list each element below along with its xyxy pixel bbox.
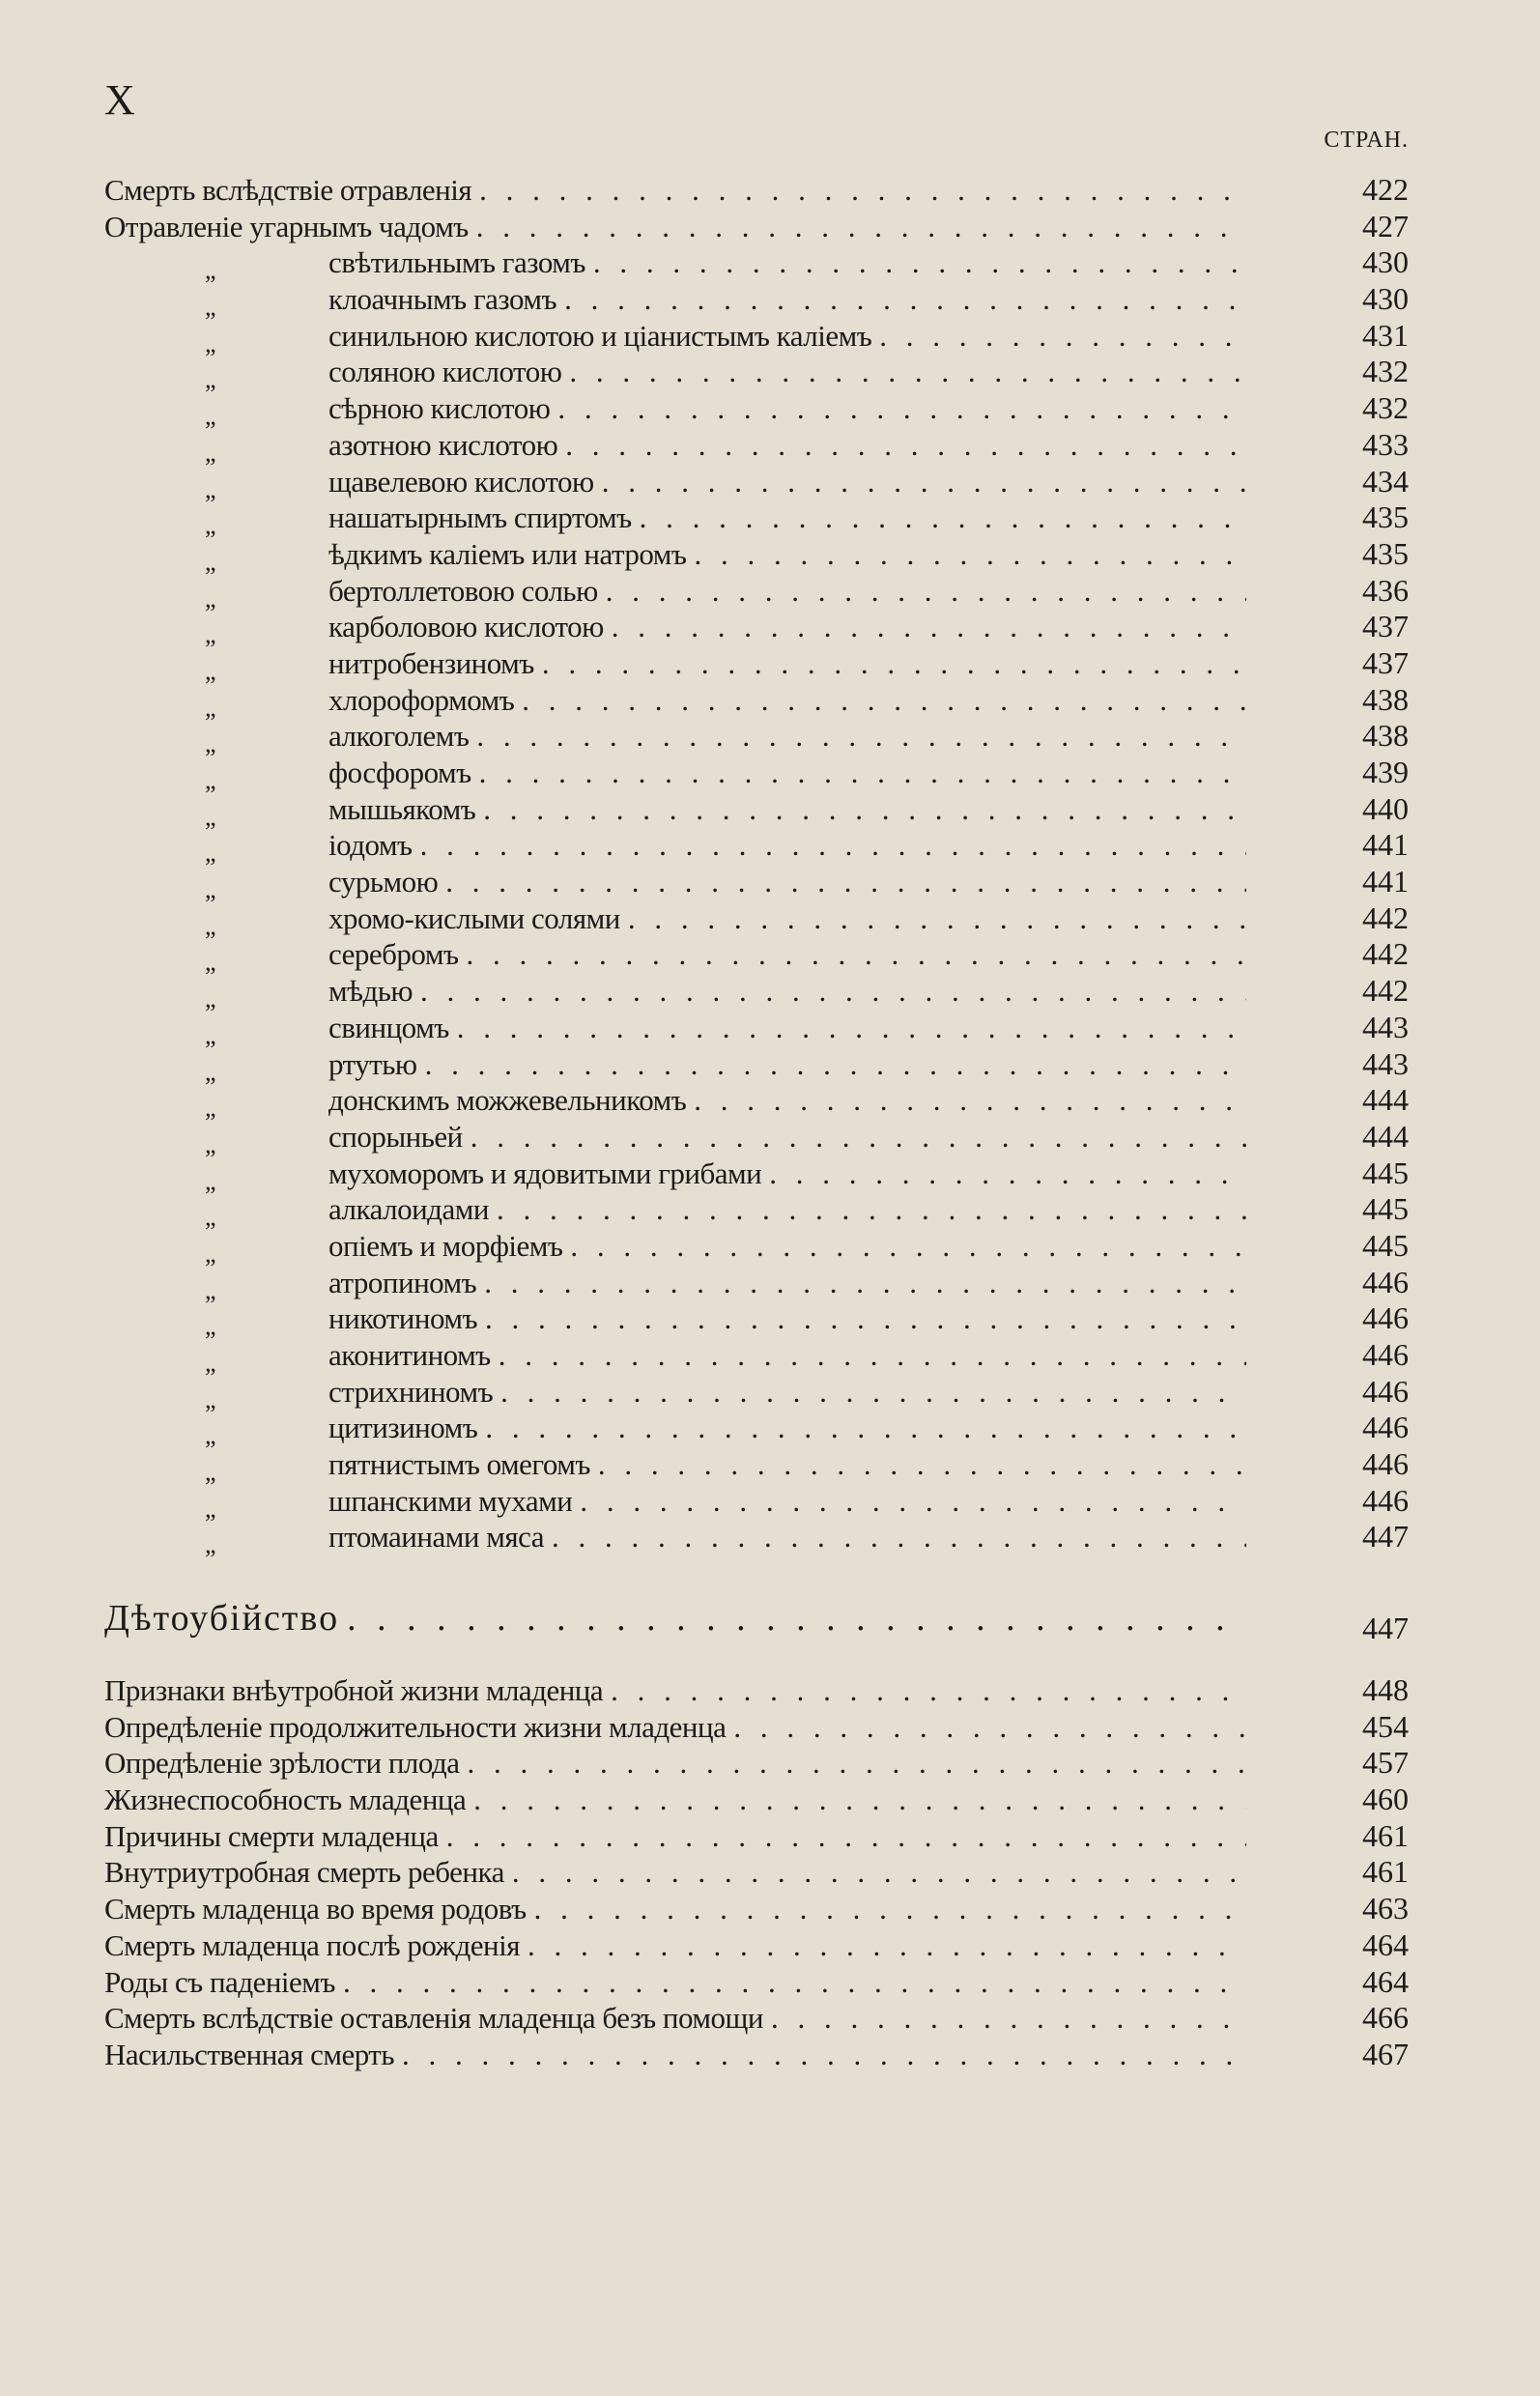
dot-leader <box>726 1709 1246 1746</box>
toc-entry <box>104 1300 1409 1341</box>
entry-page: 447 <box>1362 1519 1409 1555</box>
dot-leader <box>504 1854 1246 1891</box>
entry-label: соляною кислотою <box>328 355 562 389</box>
entry-label: клоачнымъ газомъ <box>328 282 557 317</box>
dot-leader <box>550 390 1246 427</box>
entry-page: 436 <box>1362 572 1409 608</box>
ditto-mark: „ <box>205 911 216 940</box>
entry-page: 438 <box>1362 681 1409 717</box>
entry-page: 441 <box>1362 827 1409 863</box>
dot-leader <box>489 1191 1246 1228</box>
toc-entry <box>104 1818 1409 1855</box>
entry-label: Насильственная смерть <box>104 2037 394 2071</box>
toc-section-infanticide <box>104 1672 1409 2073</box>
entry-page: 443 <box>1362 1045 1409 1081</box>
entry-label: свѣтильнымъ газомъ <box>328 245 585 280</box>
dot-leader <box>561 354 1246 390</box>
toc-entry <box>104 718 1409 758</box>
entry-label: алкоголемъ <box>328 719 470 754</box>
dot-leader <box>598 573 1246 610</box>
dot-leader <box>477 1300 1246 1337</box>
toc-entry <box>104 1118 1409 1158</box>
dot-leader <box>449 1010 1246 1046</box>
entry-page: 454 <box>1362 1708 1409 1744</box>
toc-entry <box>104 281 1409 322</box>
entry-page: 460 <box>1362 1782 1409 1817</box>
entry-page: 443 <box>1362 1009 1409 1044</box>
entry-label: мышьякомъ <box>328 791 476 826</box>
toc-entry <box>104 1891 1409 1927</box>
entry-page: 432 <box>1362 354 1409 389</box>
dot-leader <box>527 1891 1246 1927</box>
entry-label: сурьмою <box>328 865 439 899</box>
entry-page: 433 <box>1362 426 1409 462</box>
ditto-mark: „ <box>205 547 216 576</box>
entry-page: 437 <box>1362 644 1409 680</box>
toc-entry <box>104 755 1409 794</box>
entry-page: 422 <box>1362 172 1409 207</box>
ditto-mark: „ <box>205 1020 216 1049</box>
entry-page: 446 <box>1362 1482 1409 1518</box>
entry-page: 444 <box>1362 1118 1409 1154</box>
toc-entry <box>104 899 1409 940</box>
entry-page: 438 <box>1362 718 1409 754</box>
ditto-mark: „ <box>205 438 216 467</box>
toc-entry <box>104 1082 1409 1123</box>
dot-leader <box>413 973 1246 1010</box>
dot-leader <box>335 1964 1246 2001</box>
toc-entry <box>104 1927 1409 1964</box>
ditto-mark: „ <box>205 693 216 722</box>
toc-entry <box>104 1782 1409 1818</box>
dot-leader <box>585 244 1246 281</box>
entry-label: нитробензиномъ <box>328 645 534 680</box>
entry-label: сѣрною кислотою <box>328 391 551 426</box>
toc-entry <box>104 354 1409 394</box>
entry-page: 435 <box>1362 499 1409 535</box>
toc-entry <box>104 1964 1409 2001</box>
toc-entry <box>104 1482 1409 1523</box>
ditto-mark: „ <box>205 365 216 394</box>
ditto-mark: „ <box>205 948 216 977</box>
dot-leader <box>471 172 1246 209</box>
ditto-mark: „ <box>205 1239 216 1268</box>
dot-leader <box>514 682 1246 719</box>
dot-leader <box>491 1337 1246 1374</box>
toc-entry <box>104 244 1409 285</box>
ditto-mark: „ <box>205 1275 216 1304</box>
toc-entry <box>104 1374 1409 1411</box>
toc-entry <box>104 2000 1409 2037</box>
entry-page: 445 <box>1362 1155 1409 1190</box>
toc-entry <box>104 1854 1409 1891</box>
dot-leader <box>572 1483 1246 1520</box>
toc-entry <box>104 499 1409 540</box>
entry-label: хлороформомъ <box>328 682 515 717</box>
ditto-mark: „ <box>205 584 216 613</box>
entry-page: 464 <box>1362 1926 1409 1962</box>
dot-leader <box>620 900 1246 937</box>
dot-leader <box>463 1119 1246 1155</box>
dot-leader <box>475 791 1246 828</box>
dot-leader <box>562 1228 1246 1265</box>
entry-label: іодомъ <box>328 828 413 863</box>
toc-entry <box>104 1009 1409 1049</box>
entry-page: 440 <box>1362 790 1409 826</box>
toc-entry <box>104 609 1409 649</box>
entry-page: 442 <box>1362 936 1409 972</box>
ditto-mark: „ <box>205 839 216 868</box>
toc-entry <box>104 1745 1409 1782</box>
dot-leader <box>686 536 1246 573</box>
entry-page: 444 <box>1362 1082 1409 1118</box>
ditto-mark: „ <box>205 875 216 904</box>
entry-page: 430 <box>1362 244 1409 280</box>
toc-entry <box>104 973 1409 1013</box>
ditto-mark: „ <box>205 1494 216 1523</box>
ditto-mark: „ <box>205 293 216 322</box>
entry-page: 463 <box>1362 1891 1409 1926</box>
ditto-mark: „ <box>205 256 216 285</box>
dot-leader <box>556 281 1246 318</box>
entry-page: 446 <box>1362 1264 1409 1299</box>
dot-leader <box>520 1927 1246 1964</box>
toc-entry <box>104 1446 1409 1487</box>
entry-label: алкалоидами <box>328 1192 489 1227</box>
dot-leader <box>493 1374 1246 1411</box>
dot-leader <box>413 827 1246 864</box>
dot-leader <box>439 1818 1246 1855</box>
ditto-mark: „ <box>205 474 216 503</box>
entry-label: мухоморомъ и ядовитыми грибами <box>328 1155 762 1190</box>
dot-leader <box>594 464 1246 500</box>
entry-label: опіемъ и морфіемъ <box>328 1228 563 1263</box>
dot-leader <box>339 1594 1246 1642</box>
entry-page: 448 <box>1362 1672 1409 1707</box>
dot-leader <box>459 936 1247 973</box>
page-column-header: СТРАН. <box>1324 128 1409 153</box>
ditto-mark: „ <box>205 620 216 649</box>
dot-leader <box>438 864 1246 900</box>
dot-leader <box>417 1046 1246 1083</box>
dot-leader <box>604 609 1246 645</box>
entry-page: 446 <box>1362 1300 1409 1336</box>
dot-leader <box>476 1265 1246 1301</box>
entry-label: Признаки внѣутробной жизни младенца <box>104 1673 604 1707</box>
ditto-mark: „ <box>205 511 216 540</box>
ditto-mark: „ <box>205 1312 216 1341</box>
dot-leader <box>603 1672 1246 1709</box>
ditto-mark: „ <box>205 1421 216 1450</box>
entry-page: 434 <box>1362 463 1409 499</box>
entry-page: 442 <box>1362 899 1409 935</box>
ditto-mark: „ <box>205 1203 216 1232</box>
dot-leader <box>590 1446 1246 1483</box>
toc-entry <box>104 390 1409 431</box>
toc-entry <box>104 318 1409 355</box>
entry-label: Смерть младенца во время родовъ <box>104 1892 527 1926</box>
ditto-mark: „ <box>205 402 216 431</box>
entry-label: серебромъ <box>328 937 459 972</box>
entry-label: фосфоромъ <box>328 756 471 789</box>
dot-leader <box>469 718 1246 755</box>
dot-leader <box>534 645 1246 682</box>
entry-label: Отравленіе угарнымъ чадомъ <box>104 209 469 243</box>
entry-page: 457 <box>1362 1745 1409 1781</box>
ditto-mark: „ <box>205 802 216 831</box>
entry-page: 461 <box>1362 1854 1409 1890</box>
dot-leader <box>686 1082 1246 1119</box>
toc-entry <box>104 463 1409 503</box>
dot-leader <box>394 2037 1246 2073</box>
toc-entry <box>104 2037 1409 2073</box>
toc-entry <box>104 1227 1409 1268</box>
entry-label: хромо-кислыми солями <box>328 900 620 935</box>
entry-page: 427 <box>1362 208 1409 243</box>
entry-label: Смерть вслѣдствіе отравленія <box>104 173 472 207</box>
ditto-mark: „ <box>205 1094 216 1123</box>
ditto-mark: „ <box>205 1057 216 1086</box>
toc-entry <box>104 535 1409 576</box>
entry-page: 464 <box>1362 1963 1409 1999</box>
entry-label: карболовою кислотою <box>328 610 604 644</box>
ditto-mark: „ <box>205 1384 216 1413</box>
toc-entry <box>104 1519 1409 1559</box>
entry-label: бертоллетовою солью <box>328 573 598 608</box>
entry-page: 431 <box>1362 317 1409 353</box>
entry-label: щавелевою кислотою <box>328 464 594 499</box>
toc-entry <box>104 827 1409 868</box>
dot-leader <box>632 499 1246 536</box>
entry-page: 467 <box>1362 2036 1409 2071</box>
entry-page: 445 <box>1362 1227 1409 1263</box>
toc-entry <box>104 1155 1409 1195</box>
heading-page: 447 <box>1362 1611 1409 1645</box>
entry-label: ртутью <box>328 1046 417 1081</box>
toc-entry <box>104 1264 1409 1304</box>
entry-page: 432 <box>1362 390 1409 426</box>
entry-page: 446 <box>1362 1373 1409 1409</box>
dot-leader <box>469 209 1246 245</box>
ditto-mark: „ <box>205 766 216 794</box>
dot-leader <box>761 1155 1246 1192</box>
entry-page: 430 <box>1362 281 1409 317</box>
toc-entry <box>104 1709 1409 1746</box>
ditto-mark: „ <box>205 1129 216 1158</box>
toc-section-poisoning <box>104 172 1409 1559</box>
ditto-mark: „ <box>205 1458 216 1487</box>
toc-entry <box>104 1410 1409 1450</box>
dot-leader <box>460 1745 1246 1782</box>
entry-label: азотною кислотою <box>328 427 558 462</box>
entry-label: Жизнеспособность младенца <box>104 1783 467 1817</box>
entry-label: донскимъ можжевельникомъ <box>328 1083 687 1118</box>
ditto-mark: „ <box>205 1166 216 1195</box>
heading-label: Дѣтоубійство <box>104 1598 340 1639</box>
toc-entry <box>104 1672 1409 1709</box>
entry-label: синильною кислотою и ціанистымъ каліемъ <box>328 318 872 353</box>
ditto-mark: „ <box>205 984 216 1013</box>
toc-entry <box>104 1337 1409 1377</box>
entry-page: 437 <box>1362 609 1409 644</box>
dot-leader <box>557 427 1246 464</box>
entry-label: нашатырнымъ спиртомъ <box>328 500 632 535</box>
dot-leader <box>763 2000 1246 2037</box>
ditto-mark: „ <box>205 1530 216 1559</box>
toc-heading-infanticide <box>104 1594 1409 1645</box>
ditto-mark: „ <box>205 729 216 758</box>
toc-entry <box>104 1045 1409 1086</box>
entry-page: 461 <box>1362 1817 1409 1853</box>
entry-label: стрихниномъ <box>328 1374 494 1409</box>
entry-label: свинцомъ <box>328 1010 449 1044</box>
page-number: X <box>104 76 135 124</box>
toc-entry <box>104 936 1409 977</box>
dot-leader <box>466 1782 1246 1818</box>
entry-label: Опредѣленіе зрѣлости плода <box>104 1746 460 1781</box>
entry-label: Роды съ паденіемъ <box>104 1964 335 1999</box>
entry-label: Смерть вслѣдствіе оставленія младенца безъ помощи <box>104 2001 763 2036</box>
entry-label: ѣдкимъ каліемъ или натромъ <box>328 536 687 571</box>
dot-leader <box>471 755 1246 791</box>
toc-entry <box>104 644 1409 685</box>
entry-page: 445 <box>1362 1191 1409 1227</box>
toc-entry <box>104 681 1409 722</box>
entry-label: птомаинами мяса <box>328 1520 544 1555</box>
toc-entry <box>104 426 1409 467</box>
dot-leader <box>477 1410 1246 1446</box>
entry-page: 441 <box>1362 864 1409 899</box>
entry-page: 435 <box>1362 535 1409 571</box>
toc-entry <box>104 790 1409 831</box>
entry-label: аконитиномъ <box>328 1338 491 1372</box>
entry-page: 446 <box>1362 1446 1409 1482</box>
entry-page: 439 <box>1362 755 1409 789</box>
entry-label: никотиномъ <box>328 1301 478 1336</box>
entry-label: Внутриутробная смерть ребенка <box>104 1855 504 1890</box>
entry-label: атропиномъ <box>328 1265 477 1299</box>
toc-entry <box>104 1191 1409 1232</box>
entry-label: Смерть младенца послѣ рожденія <box>104 1927 520 1962</box>
entry-label: цитизиномъ <box>328 1411 478 1445</box>
entry-label: Опредѣленіе продолжительности жизни младенца <box>104 1709 727 1744</box>
entry-page: 442 <box>1362 973 1409 1009</box>
entry-page: 446 <box>1362 1410 1409 1445</box>
dot-leader <box>871 318 1246 355</box>
toc-entry <box>104 209 1409 245</box>
entry-label: пятнистымъ омегомъ <box>328 1447 590 1482</box>
dot-leader <box>544 1519 1246 1555</box>
ditto-mark: „ <box>205 328 216 357</box>
toc-entry <box>104 572 1409 613</box>
ditto-mark: „ <box>205 656 216 685</box>
entry-label: шпанскими мухами <box>328 1483 573 1518</box>
toc-entry <box>104 864 1409 904</box>
ditto-mark: „ <box>205 1349 216 1377</box>
entry-page: 446 <box>1362 1337 1409 1372</box>
entry-label: спорыньей <box>328 1119 463 1154</box>
entry-page: 466 <box>1362 2000 1409 2036</box>
toc-entry <box>104 172 1409 209</box>
entry-label: Причины смерти младенца <box>104 1818 439 1853</box>
entry-label: мѣдью <box>328 974 414 1009</box>
